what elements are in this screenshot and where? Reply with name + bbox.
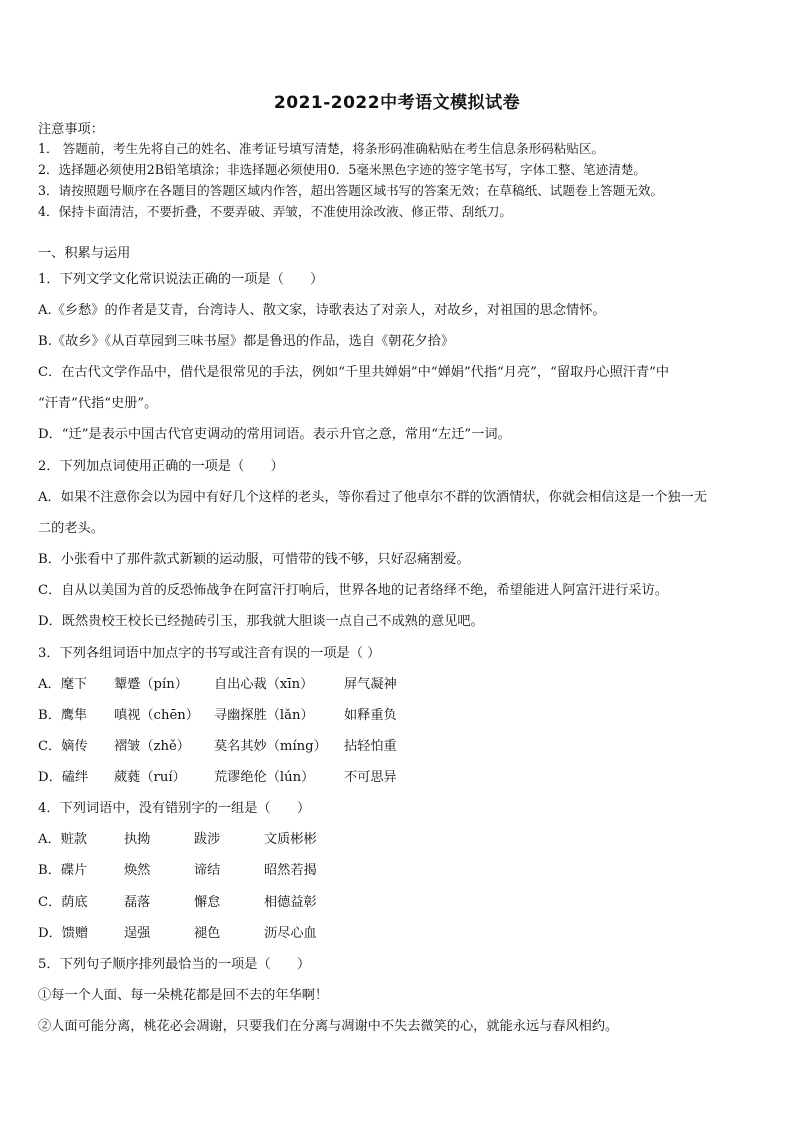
option-a-cont: 二的老头。 [38,521,104,536]
option-b: B．小张看中了那件款式新颖的运动服，可惜带的钱不够，只好忍痛割爱。 [38,552,470,567]
page-title: 2021-2022中考语文模拟试卷 [273,93,521,113]
option-word: D．馈赠 [38,926,89,941]
notice-item: 3．请按照题号顺序在各题目的答题区域内作答，超出答题区域书写的答案无效；在草稿纸、试题卷上答题无效。 [38,183,664,198]
option-a: A．如果不注意你会以为园中有好几个这样的老头，等你看过了他卓尔不群的饮酒情状，你就会相信这是一个独一无 [38,490,707,505]
question-stem: 4．下列词语中，没有错别字的一组是（ ） [38,801,311,816]
option-word: 荒谬绝伦（lún） [214,770,315,785]
option-word: A．赃款 [38,832,88,847]
option-word: 褶皱（zhě） [114,739,190,754]
option-word: 不可思异 [344,770,397,785]
sentence: ②人面可能分离，桃花必会凋谢，只要我们在分离与凋谢中不失去微笑的心，就能永远与春风相约。 [38,1019,619,1034]
option-c: C．在古代文学作品中，借代是很常见的手法，例如“千里共婵娟”中“婵娟”代指“月亮”，“留取丹心照汗青”中 [38,365,670,380]
option-word: C．嫡传 [38,739,88,754]
section-heading: 一、积累与运用 [38,246,131,261]
option-word: B．碟片 [38,863,88,878]
option-word: 跋涉 [194,832,221,847]
option-b: B.《故乡》《从百草园到三味书屋》都是鲁迅的作品，选自《朝花夕拾》 [38,334,455,349]
option-d: D．既然贵校王校长已经抛砖引玉，那我就大胆谈一点自己不成熟的意见吧。 [38,614,484,629]
question-stem: 5．下列句子顺序排列最恰当的一项是（ ） [38,957,311,972]
option-word: 颦蹙（pín） [114,677,188,692]
option-word: 谛结 [194,863,221,878]
option-word: 拈轻怕重 [344,739,397,754]
notice-heading: 注意事项： [38,122,104,137]
option-word: 寻幽探胜（lǎn） [214,708,314,723]
option-word: C．荫底 [38,895,88,910]
question-stem: 2．下列加点词使用正确的一项是（ ） [38,459,284,474]
option-word: 屏气凝神 [344,677,397,692]
option-word: 昭然若揭 [264,863,317,878]
option-word: D．磕绊 [38,770,89,785]
option-word: 葳蕤（ruí） [114,770,186,785]
option-word: 如释重负 [344,708,397,723]
option-word: 褪色 [194,926,221,941]
option-a: A.《乡愁》的作者是艾青，台湾诗人、散文家，诗歌表达了对亲人，对故乡，对祖国的思念情怀。 [38,303,606,318]
option-word: 焕然 [124,863,151,878]
notice-item: 1． 答题前，考生先将自己的姓名、准考证号填写清楚，将条形码准确粘贴在考生信息条形码粘贴区。 [38,141,605,156]
option-word: 逞强 [124,926,151,941]
question-stem: 3．下列各组词语中加点字的书写或注音有误的一项是（ ） [38,646,381,661]
option-c-cont: “汗青”代指“史册”。 [38,396,158,411]
option-word: 磊落 [124,895,151,910]
option-word: 自出心裁（xīn） [214,677,314,692]
question-stem: 1．下列文学文化常识说法正确的一项是（ ） [38,272,324,287]
option-word: 沥尽心血 [264,926,317,941]
option-d: D．“迁”是表示中国古代官吏调动的常用词语。表示升官之意，常用“左迁”一词。 [38,427,511,442]
option-word: 嗔视（chēn） [114,708,199,723]
option-word: 懈怠 [194,895,221,910]
sentence: ①每一个人面、每一朵桃花都是回不去的年华啊！ [38,988,329,1003]
option-word: 文质彬彬 [264,832,317,847]
notice-item: 2．选择题必须使用2B铅笔填涂；非选择题必须使用0．5毫米黑色字迹的签字笔书写，字体工整、笔迹清楚。 [38,162,647,177]
option-word: 执拗 [124,832,151,847]
option-word: B．鹰隼 [38,708,88,723]
option-word: 相德益彰 [264,895,317,910]
option-word: A．麾下 [38,677,88,692]
notice-item: 4．保持卡面清洁，不要折叠，不要弄破、弄皱，不准使用涂改液、修正带、刮纸刀。 [38,204,512,219]
option-word: 莫名其妙（míng） [214,739,327,754]
option-c: C．自从以美国为首的反恐怖战争在阿富汗打响后，世界各地的记者络绎不绝，希望能进人阿富汗进行采访。 [38,583,668,598]
